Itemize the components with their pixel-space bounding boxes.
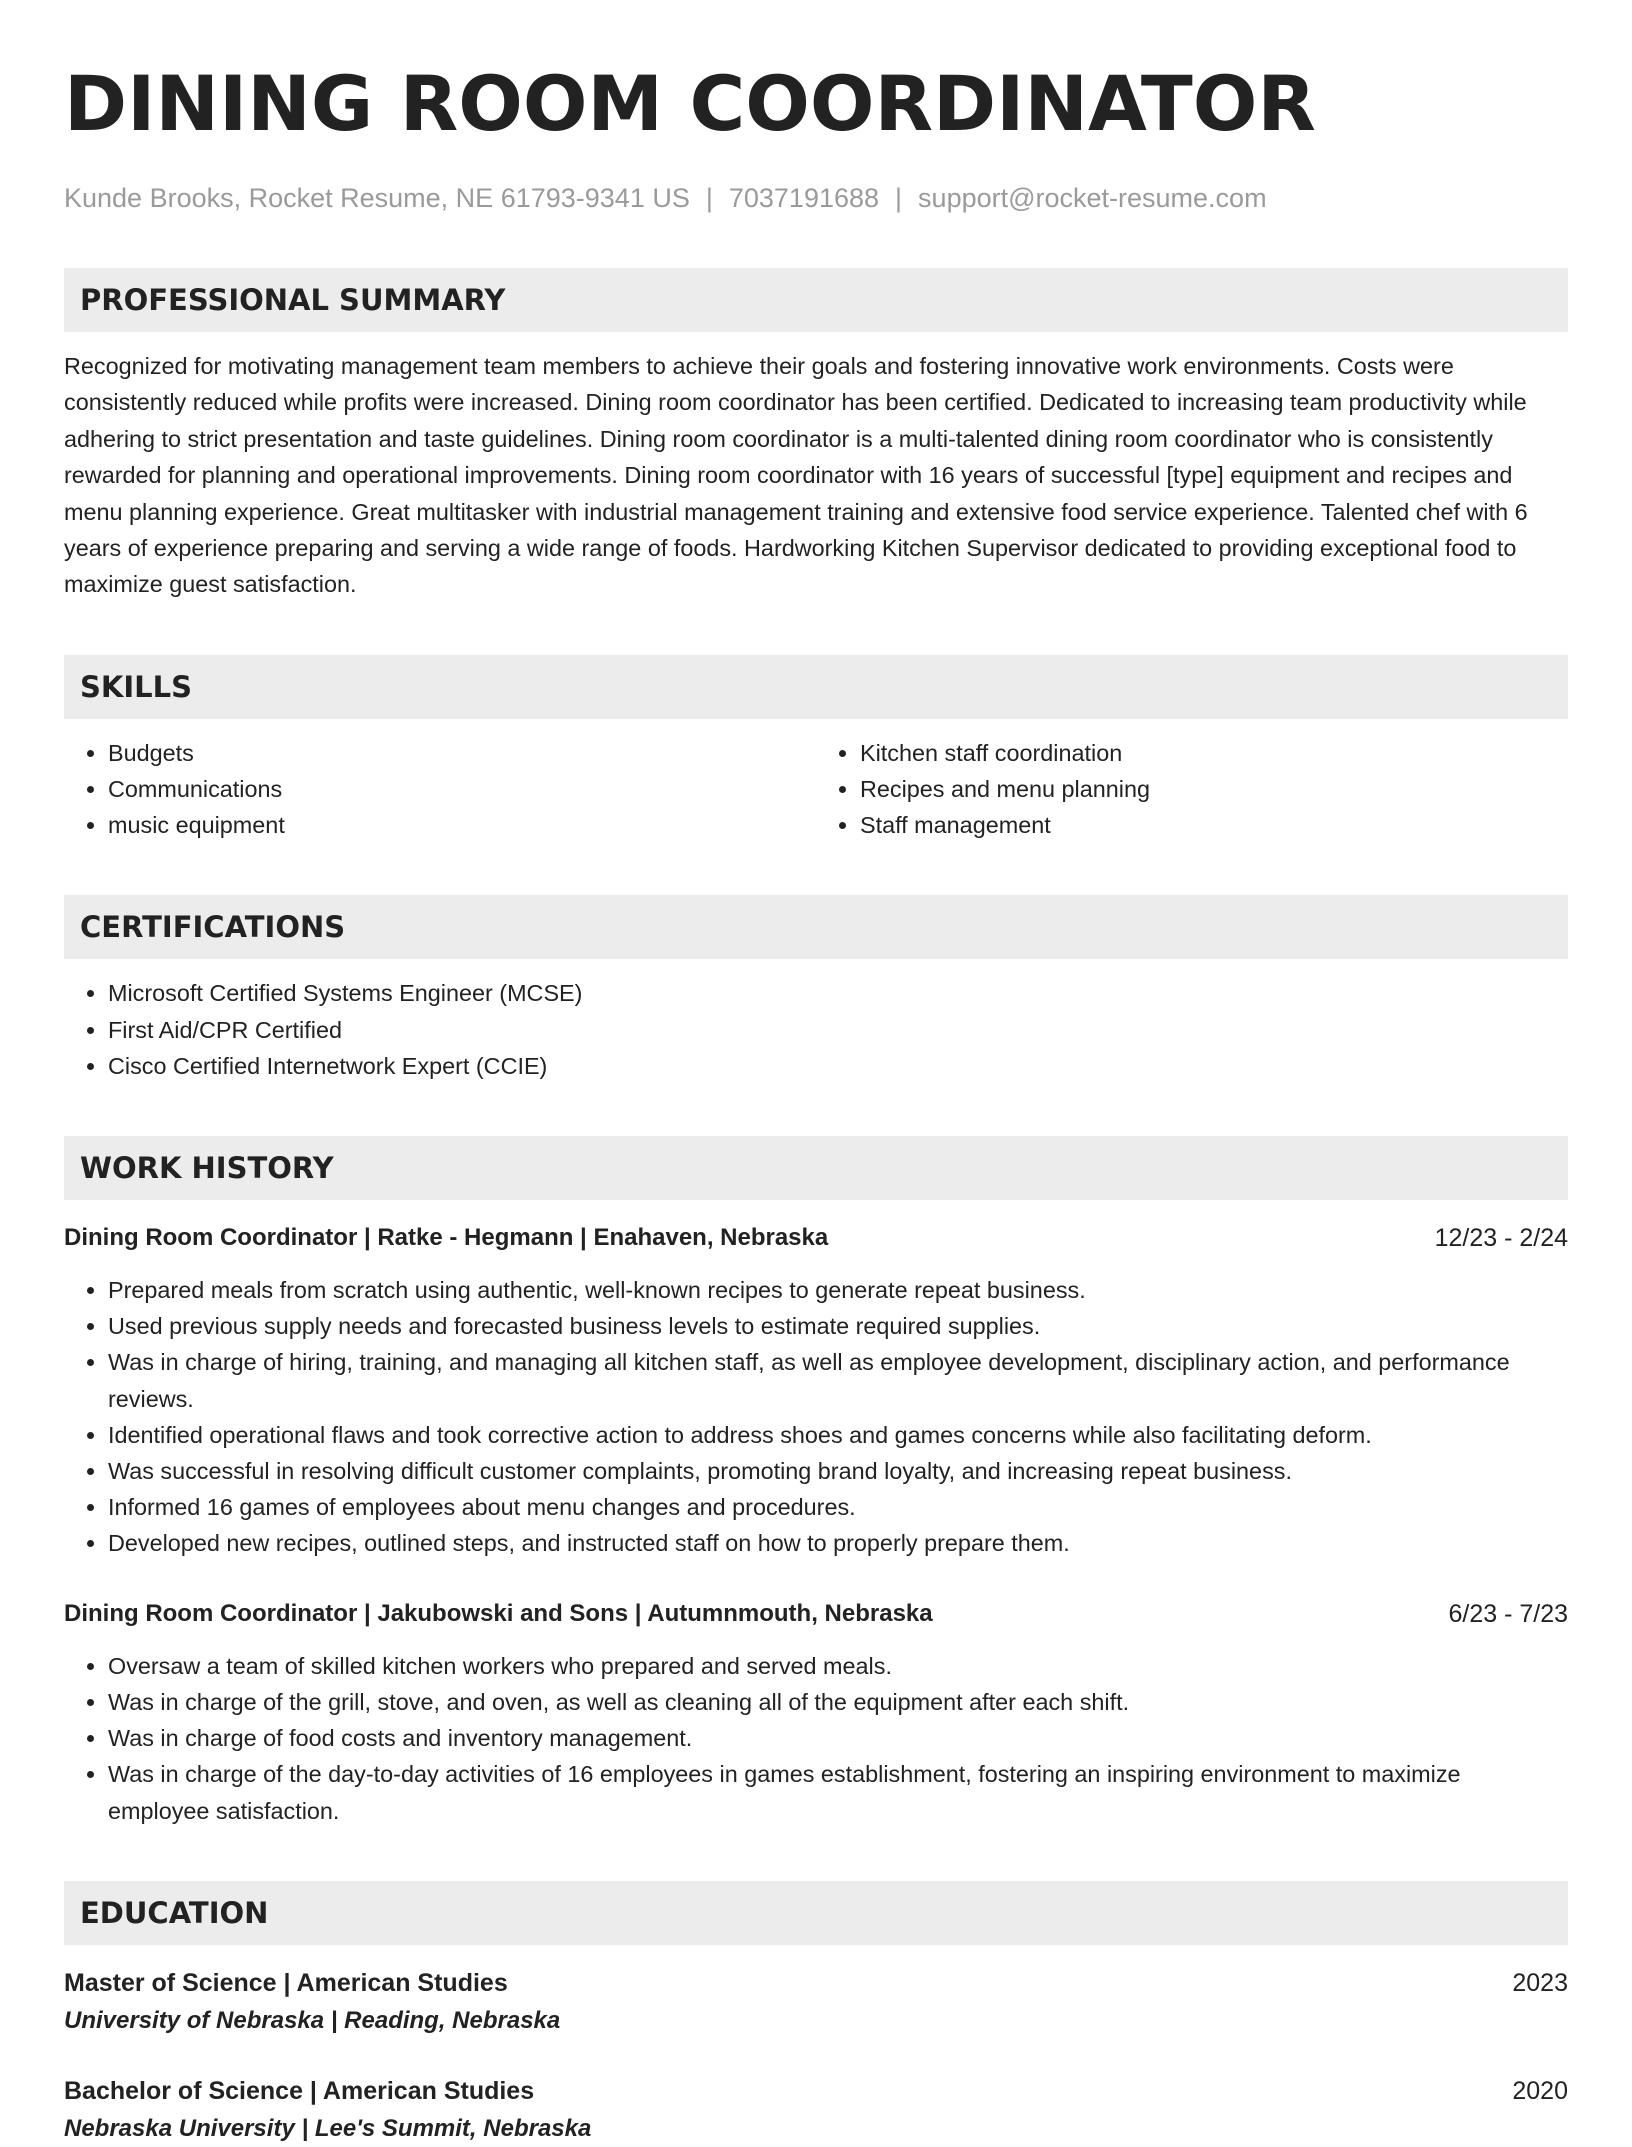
job-dates: 12/23 - 2/24 [1434,1224,1568,1253]
education-degree: Master of Science | American Studies [64,1968,508,1997]
job-title: Dining Room Coordinator | Jakubowski and Sons | Autumnmouth, Nebraska [64,1599,933,1627]
section-header-education: EDUCATION [64,1881,1568,1945]
certifications-list [64,975,1568,1084]
skills-column-left [64,735,816,844]
section-header-work-history: WORK HISTORY [64,1136,1568,1200]
job-header [64,1220,1568,1256]
job-bullet: • Informed 16 games of employees about menu changes and procedures. [108,1489,1568,1525]
certification-item: • Microsoft Certified Systems Engineer (MCSE) [108,975,1568,1011]
job-title: Dining Room Coordinator | Ratke - Hegmann | Enahaven, Nebraska [64,1224,829,1252]
job-bullet: • Used previous supply needs and forecasted business levels to estimate required supplies. [108,1308,1568,1344]
contact-separator: | [705,183,713,213]
section-header-certifications: CERTIFICATIONS [64,895,1568,959]
job-bullet: • Oversaw a team of skilled kitchen workers who prepared and served meals. [108,1648,1568,1684]
job-bullet: • Was in charge of hiring, training, and managing all kitchen staff, as well as employee development, disciplinary action, and performance reviews. [108,1344,1568,1416]
education-entry [64,2073,1568,2109]
skills-list [64,735,1568,844]
skill-item: • Staff management [860,807,1568,843]
skills-column-right [816,735,1568,844]
job-header [64,1596,1568,1632]
skill-item: • music equipment [108,807,816,843]
contact-separator: | [895,183,903,213]
education-year: 2023 [1512,1968,1568,1997]
section-header-skills: SKILLS [64,655,1568,719]
summary-text: Recognized for motivating management team members to achieve their goals and fostering innovative work environments. Costs were consistently reduced while profits were increased. Dining room coordinator has been certified. Dedicated to increasing team productivity while adhering to strict presentation and taste guidelines. Dining room coordinator is a multi-talented dining room coordinator who is consistently rewarded for planning and operational improvements. Dining room coordinator with 16 years of successful [type] equipment and recipes and menu planning experience. Great multitasker with industrial management training and extensive food service experience. Talented chef with 6 years of experience preparing and serving a wide range of foods. Hardworking Kitchen Supervisor dedicated to providing exceptional food to maximize guest satisfaction. [64,353,1528,598]
contact-phone: 7037191688 [728,183,880,213]
skill-item: • Budgets [108,735,816,771]
job-bullet: • Was in charge of food costs and inventory management. [108,1720,1568,1756]
job-bullet: • Was in charge of the grill, stove, and oven, as well as cleaning all of the equipment after each shift. [108,1684,1568,1720]
certification-item: • First Aid/CPR Certified [108,1012,1568,1048]
certification-item: • Cisco Certified Internetwork Expert (CCIE) [108,1048,1568,1084]
skill-item: • Recipes and menu planning [860,771,1568,807]
job-bullet: • Prepared meals from scratch using authentic, well-known recipes to generate repeat business. [108,1272,1568,1308]
resume-title: DINING ROOM COORDINATOR [64,59,1316,148]
contact-line [64,180,1568,216]
job-dates: 6/23 - 7/23 [1448,1599,1568,1628]
job-bullets [64,1272,1568,1562]
education-year: 2020 [1512,2076,1568,2105]
job-bullet: • Was in charge of the day-to-day activities of 16 employees in games establishment, fostering an inspiring environment to maximize employee satisfaction. [108,1756,1568,1828]
section-header-summary: PROFESSIONAL SUMMARY [64,268,1568,332]
education-entry [64,1965,1568,2001]
contact-email: support@rocket-resume.com [918,183,1267,213]
job-bullet: • Identified operational flaws and took corrective action to address shoes and games concerns while also facilitating deform. [108,1417,1568,1453]
education-degree: Bachelor of Science | American Studies [64,2076,535,2105]
education-school: Nebraska University | Lee's Summit, Nebraska [64,2114,592,2142]
education-school: University of Nebraska | Reading, Nebraska [64,2006,561,2034]
job-bullet: • Developed new recipes, outlined steps, and instructed staff on how to properly prepare them. [108,1525,1568,1561]
skill-item: • Communications [108,771,816,807]
job-bullets [64,1648,1568,1829]
contact-address: Kunde Brooks, Rocket Resume, NE 61793-9341 US [64,183,690,213]
job-bullet: • Was successful in resolving difficult customer complaints, promoting brand loyalty, and increasing repeat business. [108,1453,1568,1489]
skill-item: • Kitchen staff coordination [860,735,1568,771]
